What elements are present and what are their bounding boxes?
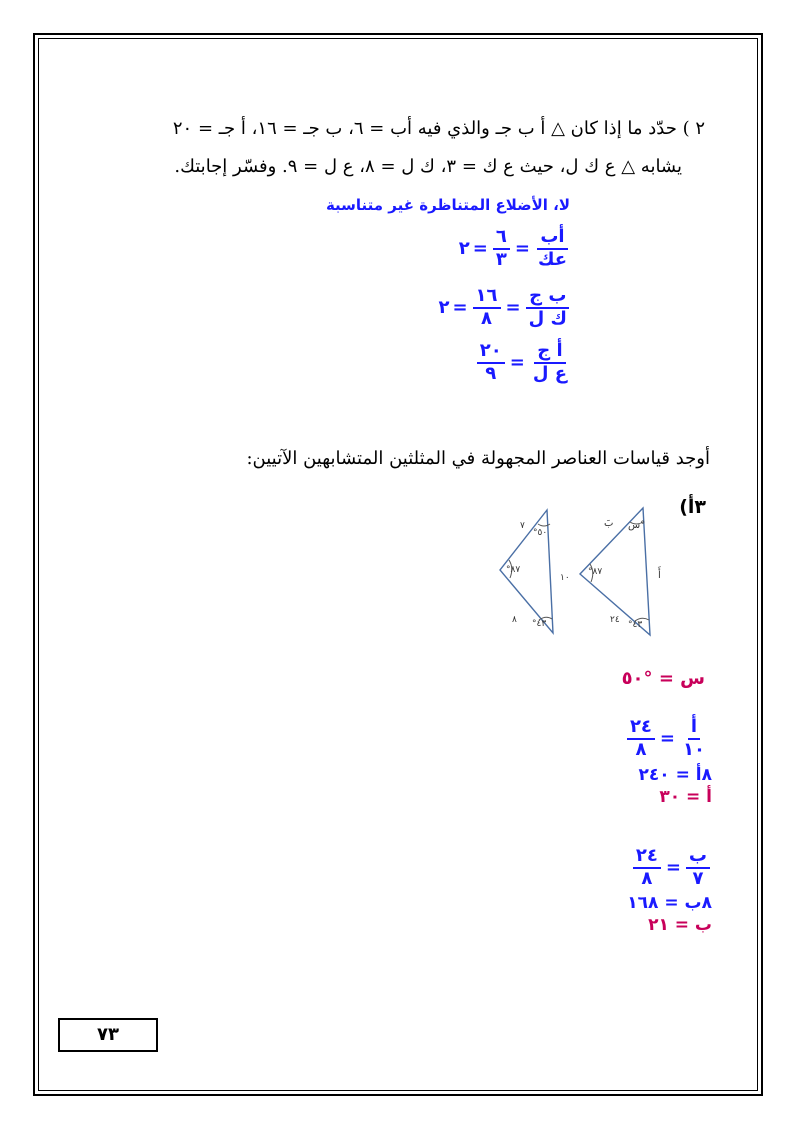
solution-s: س = °٥٠ bbox=[621, 668, 705, 689]
ratio-2-result: ٢ bbox=[438, 297, 450, 319]
solution-a-proportion: $\frac{\text{أ}}{١٠}$ = $\frac{٢٤}{٨}$ bbox=[625, 718, 710, 760]
label-large-side-bottom: ٢٤ bbox=[610, 615, 620, 625]
solution-a-right-num: ٢٤ bbox=[627, 718, 655, 740]
solution-b-result: ب = ٢١ bbox=[648, 915, 712, 935]
ratio-3-num: أ ج bbox=[534, 342, 565, 364]
label-small-angle-top: °٥٠ bbox=[533, 528, 548, 538]
ratio-3-num2: ٢٠ bbox=[477, 342, 505, 364]
ratio-2-num2: ١٦ bbox=[473, 287, 501, 309]
solution-a-step: ٨أ = ٢٤٠ bbox=[638, 765, 712, 785]
solution-b-proportion: $\frac{\text{ب}}{٧}$ = $\frac{٢٤}{٨}$ bbox=[631, 847, 712, 889]
label-large-angle-bottom: °٤٣ bbox=[628, 620, 643, 630]
solution-a-result: أ = ٣٠ bbox=[659, 787, 712, 807]
question2-line1: ٢ ) حدّد ما إذا كان △ أ ب جـ والذي فيه أب = ٦، ب جـ = ١٦، أ جـ = ٢٠ bbox=[172, 118, 705, 139]
solution-a-right-den: ٨ bbox=[635, 738, 647, 760]
ratio-row-1: $\frac{\text{أب}}{\text{عك}}$ = $\frac{٦}{٣}$ = ٢ bbox=[459, 228, 572, 270]
label-small-side-right: ١٠ bbox=[560, 573, 570, 583]
ratio-3-den: ع ل bbox=[532, 362, 567, 384]
question3-instruction: أوجد قياسات العناصر المجهولة في المثلثين المتشابهين الآتيين: bbox=[246, 448, 710, 469]
label-large-side-top: بَ bbox=[604, 518, 614, 529]
question3-label: ٣أ) bbox=[679, 496, 706, 518]
ratio-1-den2: ٣ bbox=[495, 248, 507, 270]
ratio-row-2: $\frac{\text{ب ج}}{\text{ك ل}}$ = $\frac{١٦}{٨}$ = ٢ bbox=[438, 287, 572, 329]
ratio-1-num: أب bbox=[537, 228, 567, 250]
solution-a-left-den: ١٠ bbox=[683, 738, 705, 760]
ratio-2-den: ك ل bbox=[528, 307, 567, 329]
solution-a-left-num: أ bbox=[688, 718, 700, 740]
label-small-side-bottom: ٨ bbox=[512, 615, 517, 625]
ratio-2-num: ب ج bbox=[526, 287, 569, 309]
solution-b-right-den: ٨ bbox=[641, 867, 653, 889]
label-small-angle-bottom: °٤٣ bbox=[532, 619, 547, 629]
solution-b-right-num: ٢٤ bbox=[633, 847, 661, 869]
similar-triangles-figure bbox=[460, 500, 705, 640]
ratio-1-den: عك bbox=[537, 248, 567, 270]
ratio-3-den2: ٩ bbox=[485, 362, 497, 384]
label-small-angle-left: °٨٧ bbox=[506, 565, 521, 575]
label-large-angle-top: س° bbox=[628, 520, 646, 531]
label-small-side-top: ٧ bbox=[520, 521, 525, 531]
page-number: ٧٣ bbox=[58, 1018, 158, 1052]
ratio-row-3: $\frac{\text{أ ج}}{\text{ع ل}}$ = $\frac{٢٠}{٩}$ bbox=[475, 342, 572, 384]
label-large-side-right: أَ bbox=[658, 570, 661, 581]
label-large-angle-left: °٨٧ bbox=[588, 567, 603, 577]
solution-b-left-den: ٧ bbox=[692, 867, 704, 889]
question2-answer: لا، الأضلاع المتناظرة غير متناسبة bbox=[325, 196, 570, 214]
question2-line2: يشابه △ ع ك ل، حيث ع ك = ٣، ك ل = ٨، ع ل = ٩. وفسّر إجابتك. bbox=[174, 156, 682, 177]
solution-b-step: ٨ب = ١٦٨ bbox=[627, 893, 712, 913]
ratio-2-den2: ٨ bbox=[481, 307, 493, 329]
ratio-1-result: ٢ bbox=[458, 238, 470, 260]
solution-b-left-num: ب bbox=[686, 847, 710, 869]
ratio-1-num2: ٦ bbox=[493, 228, 510, 250]
